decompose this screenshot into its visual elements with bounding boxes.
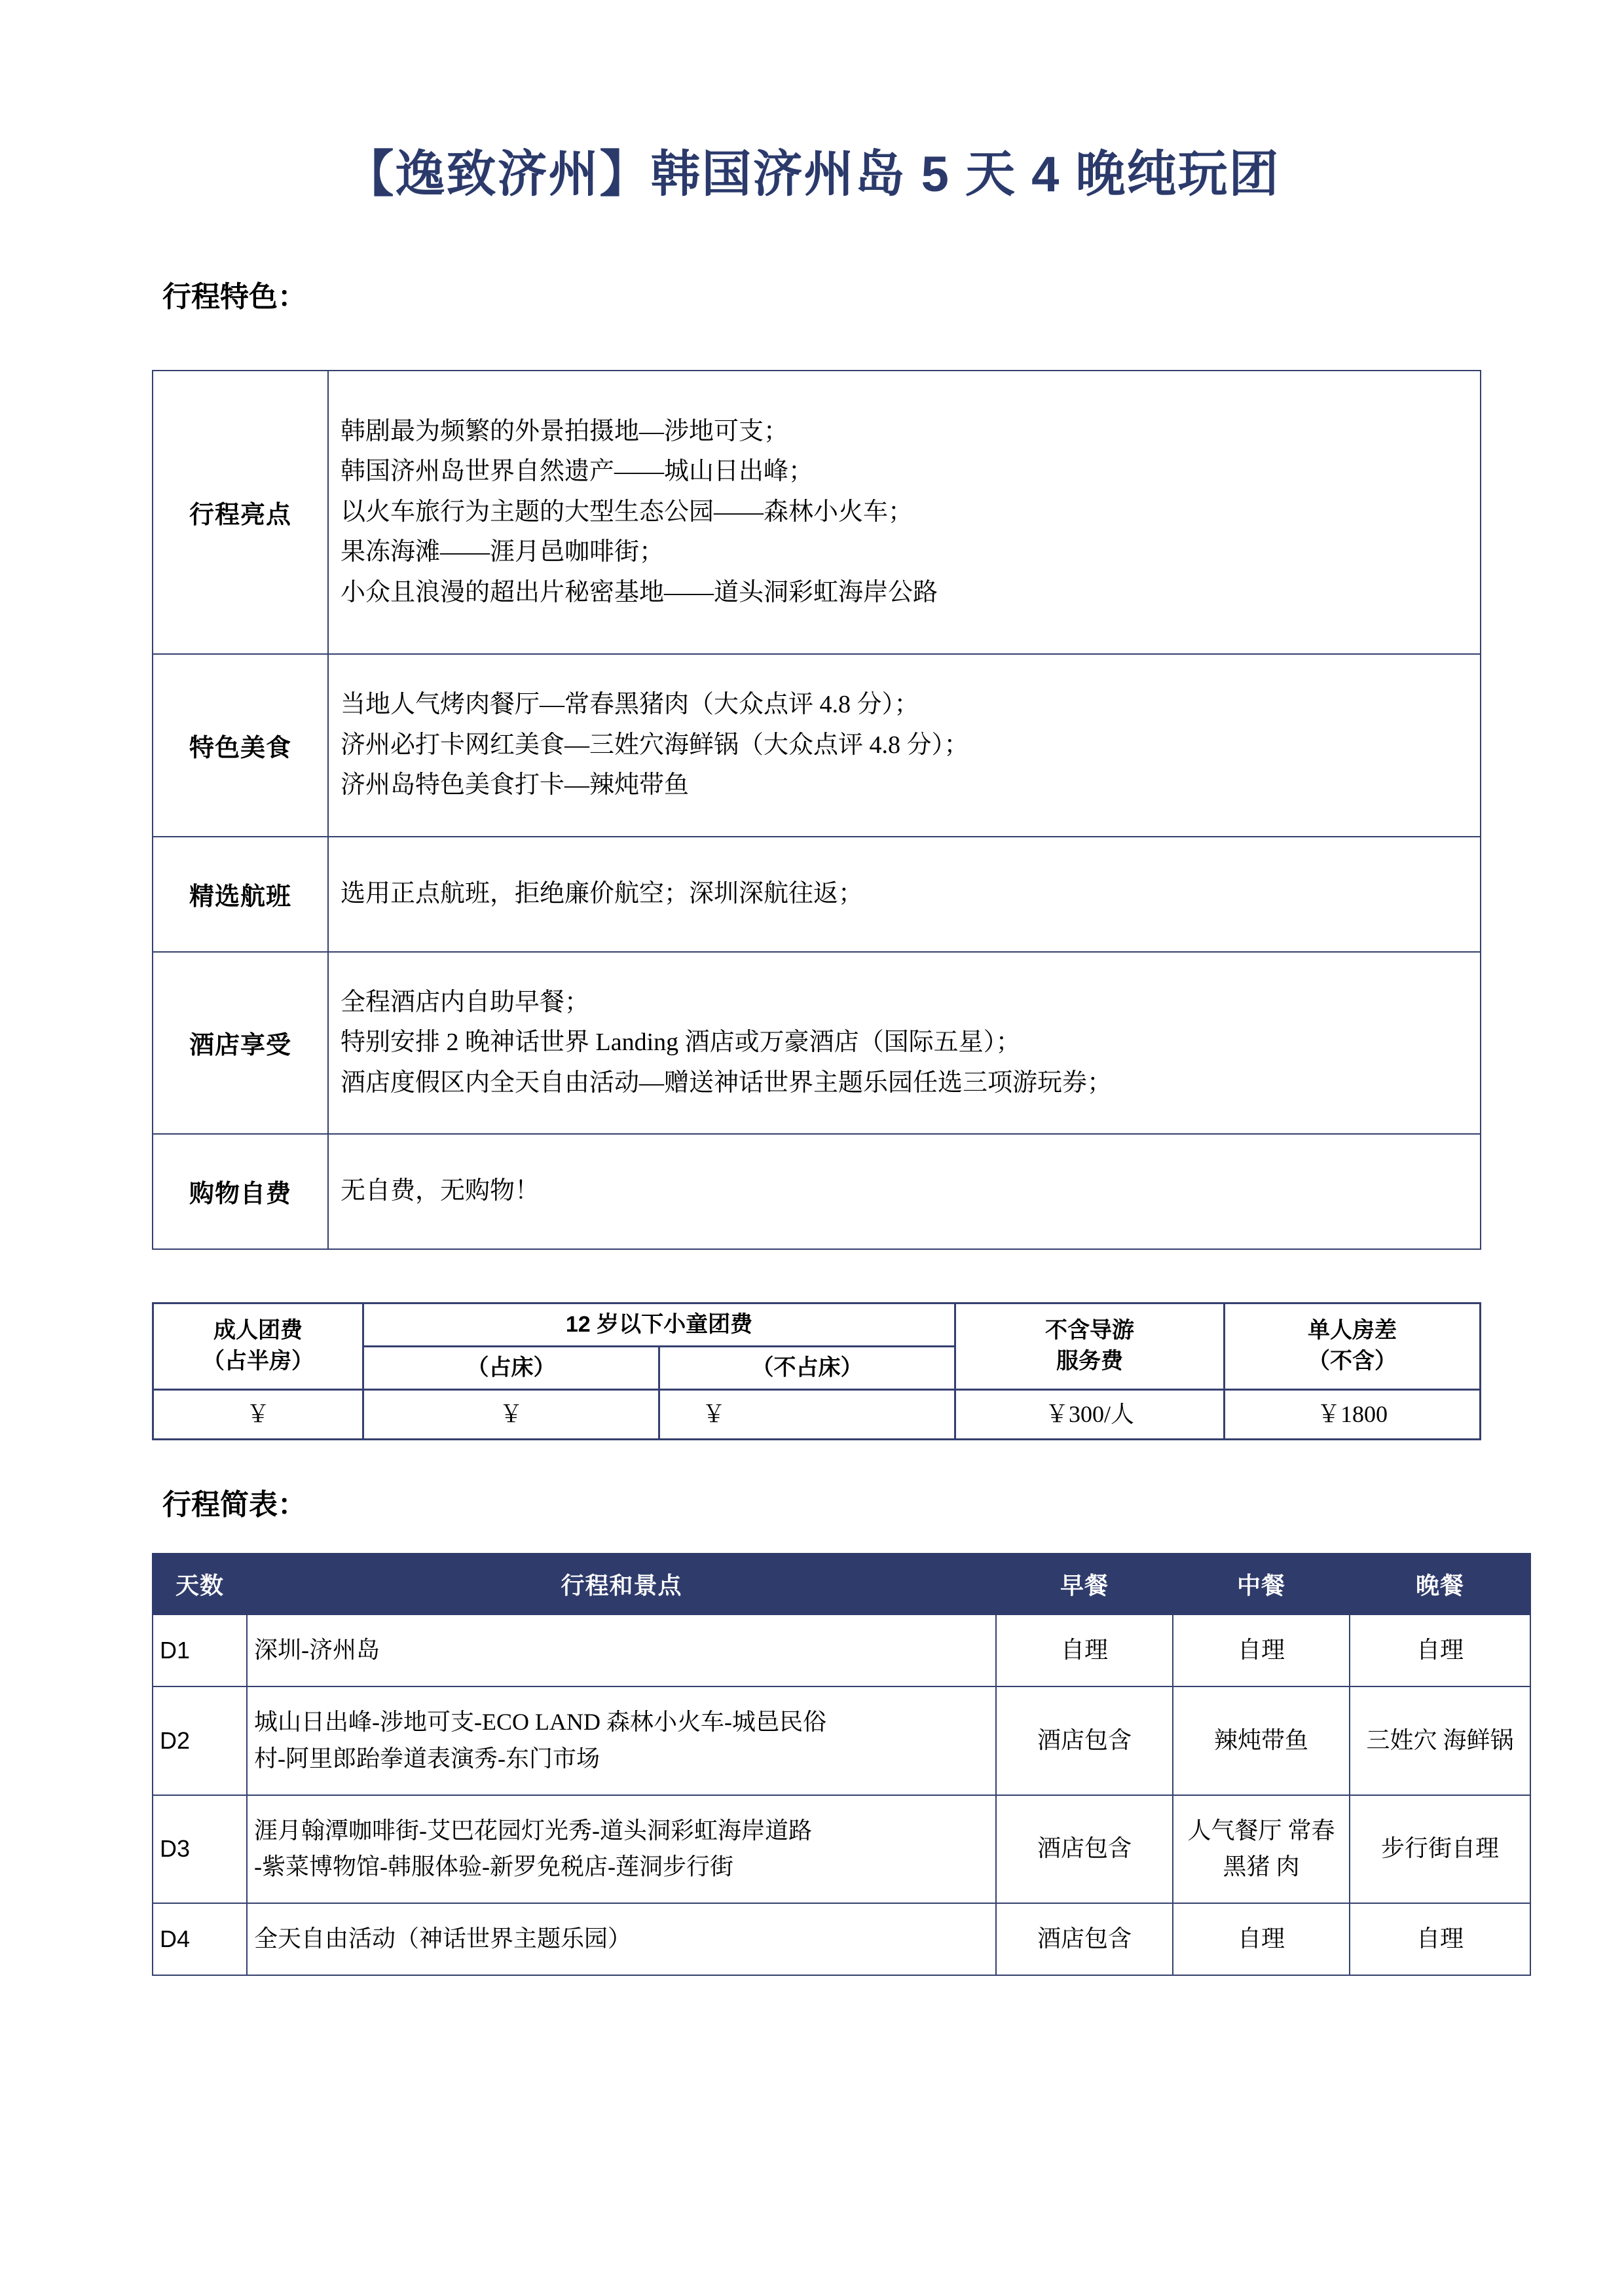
price-header-adult-line2: （占半房） xyxy=(202,1349,314,1374)
feature-body-highlights xyxy=(328,371,1481,655)
price-table xyxy=(152,1302,1481,1440)
breakfast-cell: 自理 xyxy=(996,1614,1173,1686)
route-line: 城山日出峰-涉地可支-ECO LAND 森林小火车-城邑民俗 xyxy=(254,1708,826,1735)
price-header-child-nobed: （不占床） xyxy=(659,1346,955,1389)
feature-line: 酒店度假区内全天自由活动—赠送神话世界主题乐园任选三项游玩券； xyxy=(341,1068,1113,1097)
feature-line: 果冻海滩——涯月邑咖啡街； xyxy=(341,538,665,566)
dinner-cell xyxy=(1350,1795,1530,1904)
column-header-breakfast: 早餐 xyxy=(996,1554,1173,1614)
route-line: 涯月翰潭咖啡街-艾巴花园灯光秀-道头洞彩虹海岸道路 xyxy=(254,1817,812,1844)
route-line: 全天自由活动（神话世界主题乐园） xyxy=(254,1925,632,1952)
table-row xyxy=(153,1389,1481,1440)
feature-body-hotel xyxy=(328,952,1481,1135)
price-value-guide: ￥300/人 xyxy=(955,1389,1225,1440)
lunch-line: 肉 xyxy=(1276,1853,1300,1880)
column-header-lunch: 中餐 xyxy=(1173,1554,1350,1614)
price-value-adult: ￥ xyxy=(153,1389,363,1440)
day-cell: D4 xyxy=(153,1903,247,1975)
table-row xyxy=(153,952,1481,1135)
lunch-cell xyxy=(1173,1795,1350,1904)
features-section-heading: 行程特色： xyxy=(162,280,306,313)
day-cell: D2 xyxy=(153,1686,247,1795)
price-header-guide xyxy=(955,1303,1225,1389)
route-line: 村-阿里郎跆拳道表演秀-东门市场 xyxy=(254,1745,600,1772)
feature-body-food xyxy=(328,654,1481,837)
price-header-child-bed: （占床） xyxy=(363,1346,659,1389)
column-header-dinner: 晚餐 xyxy=(1350,1554,1530,1614)
price-header-single xyxy=(1225,1303,1481,1389)
feature-line: 韩剧最为频繁的外景拍摄地—涉地可支； xyxy=(341,417,789,445)
price-header-single-line1: 单人房差 xyxy=(1308,1318,1397,1343)
price-header-guide-line2: 服务费 xyxy=(1056,1349,1123,1374)
price-header-guide-line1: 不含导游 xyxy=(1045,1318,1134,1343)
day-cell: D3 xyxy=(153,1795,247,1904)
table-row xyxy=(153,654,1481,837)
feature-label-hotel: 酒店享受 xyxy=(153,952,328,1135)
column-header-day: 天数 xyxy=(153,1554,247,1614)
feature-body-flight xyxy=(328,837,1481,952)
feature-table xyxy=(152,370,1481,1250)
feature-label-highlights: 行程亮点 xyxy=(153,371,328,655)
feature-label-shopping: 购物自费 xyxy=(153,1134,328,1249)
route-cell xyxy=(247,1614,996,1686)
feature-line: 选用正点航班，拒绝廉价航空；深圳深航往返； xyxy=(341,879,864,907)
dinner-cell xyxy=(1350,1614,1530,1686)
price-header-adult xyxy=(153,1303,363,1389)
table-row xyxy=(153,1686,1530,1795)
price-header-adult-line1: 成人团费 xyxy=(213,1318,303,1343)
breakfast-cell: 酒店包含 xyxy=(996,1795,1173,1904)
lunch-line: 人气餐厅 xyxy=(1187,1817,1282,1844)
feature-label-flight: 精选航班 xyxy=(153,837,328,952)
table-row xyxy=(153,371,1481,655)
dinner-line: 自理 xyxy=(1416,1925,1464,1952)
price-header-child-group: 12 岁以下小童团费 xyxy=(363,1303,955,1346)
dinner-line: 自理 xyxy=(1416,1637,1464,1664)
table-row xyxy=(153,1795,1530,1904)
route-line: -紫菜博物馆-韩服体验-新罗免税店-莲洞步行街 xyxy=(254,1853,733,1880)
table-row xyxy=(153,1903,1530,1975)
price-value-child-nobed: ￥ xyxy=(659,1389,955,1440)
itinerary-section-heading: 行程简表： xyxy=(162,1489,306,1522)
route-cell xyxy=(247,1795,996,1904)
page-title: 【逸致济州】韩国济州岛 5 天 4 晚纯玩团 xyxy=(344,147,1280,202)
feature-line: 以火车旅行为主题的大型生态公园——森林小火车； xyxy=(341,498,913,526)
lunch-cell: 辣炖带鱼 xyxy=(1173,1686,1350,1795)
lunch-cell: 自理 xyxy=(1173,1614,1350,1686)
price-value-child-bed: ￥ xyxy=(363,1389,659,1440)
route-line: 深圳-济州岛 xyxy=(254,1637,380,1664)
price-value-single: ￥1800 xyxy=(1225,1389,1481,1440)
dinner-line: 步行街自理 xyxy=(1380,1835,1499,1862)
feature-line: 特别安排 2 晚神话世界 Landing 酒店或万豪酒店（国际五星）； xyxy=(341,1029,1021,1057)
breakfast-cell: 酒店包含 xyxy=(996,1903,1173,1975)
dinner-line: 海鲜锅 xyxy=(1443,1726,1514,1753)
table-header-row xyxy=(153,1554,1530,1614)
route-cell xyxy=(247,1903,996,1975)
feature-line: 小众且浪漫的超出片秘密基地——道头洞彩虹海岸公路 xyxy=(341,578,938,606)
dinner-line: 三姓穴 xyxy=(1366,1726,1437,1753)
feature-line: 全程酒店内自助早餐； xyxy=(341,988,590,1016)
lunch-cell: 自理 xyxy=(1173,1903,1350,1975)
feature-body-shopping xyxy=(328,1134,1481,1249)
dinner-cell xyxy=(1350,1903,1530,1975)
feature-line: 韩国济州岛世界自然遗产——城山日出峰； xyxy=(341,458,814,486)
itinerary-table xyxy=(152,1553,1531,1976)
table-row xyxy=(153,1614,1530,1686)
lunch-line: 常春黑猪 xyxy=(1223,1817,1335,1880)
table-row xyxy=(153,837,1481,952)
column-header-route: 行程和景点 xyxy=(247,1554,996,1614)
price-header-single-line2: （不含） xyxy=(1308,1349,1397,1374)
feature-line: 当地人气烤肉餐厅—常春黑猪肉（大众点评 4.8 分）； xyxy=(341,691,919,719)
route-cell xyxy=(247,1686,996,1795)
table-row xyxy=(153,1303,1481,1346)
feature-line: 无自费，无购物！ xyxy=(341,1177,540,1205)
day-cell: D1 xyxy=(153,1614,247,1686)
feature-line: 济州必打卡网红美食—三姓穴海鲜锅（大众点评 4.8 分）； xyxy=(341,731,969,759)
dinner-cell xyxy=(1350,1686,1530,1795)
feature-label-food: 特色美食 xyxy=(153,654,328,837)
feature-line: 济州岛特色美食打卡—辣炖带鱼 xyxy=(341,771,690,799)
table-row xyxy=(153,1134,1481,1249)
breakfast-cell: 酒店包含 xyxy=(996,1686,1173,1795)
